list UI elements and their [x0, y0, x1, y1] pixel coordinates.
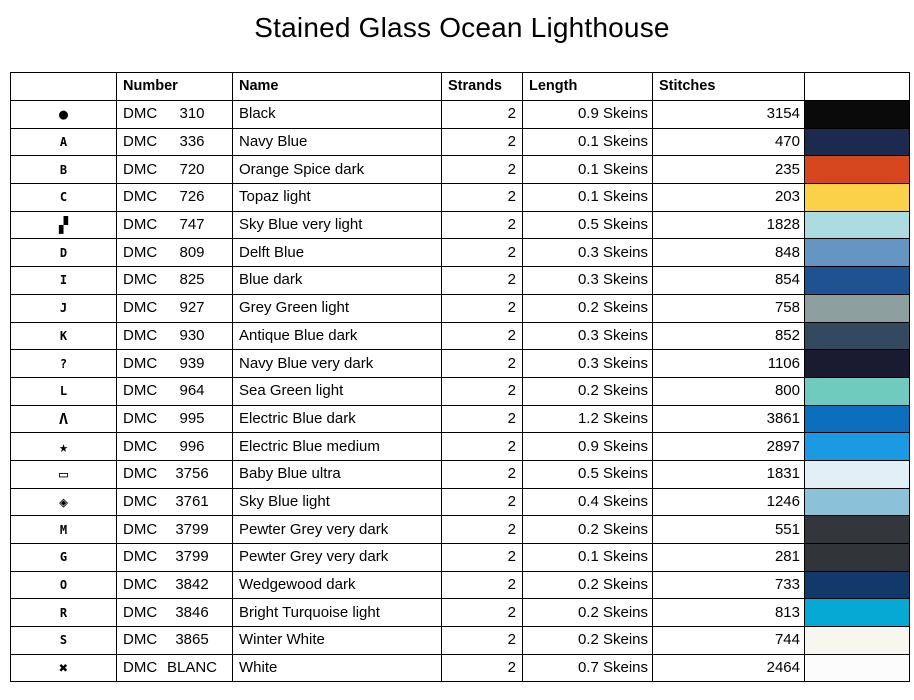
table-row	[11, 156, 910, 184]
floss-brand: DMC	[123, 576, 158, 594]
color-swatch	[805, 433, 910, 461]
floss-name-cell: Black	[233, 101, 442, 129]
floss-name-cell: Pewter Grey very dark	[233, 544, 442, 572]
table-row	[11, 654, 910, 682]
length-cell: 0.9 Skeins	[523, 101, 653, 129]
floss-number-cell	[117, 627, 233, 655]
color-swatch	[805, 101, 910, 129]
floss-number-cell	[117, 156, 233, 184]
letter-a-icon: A	[11, 128, 117, 156]
floss-number-cell	[117, 211, 233, 239]
stitches-cell: 203	[653, 184, 805, 212]
length-cell: 0.2 Skeins	[523, 294, 653, 322]
floss-name-cell: Electric Blue medium	[233, 433, 442, 461]
color-swatch	[805, 156, 910, 184]
stitches-cell: 813	[653, 599, 805, 627]
stitches-cell: 470	[653, 128, 805, 156]
letter-i-icon: I	[11, 267, 117, 295]
stitches-cell: 2464	[653, 654, 805, 682]
strands-cell: 2	[442, 322, 523, 350]
strands-cell: 2	[442, 544, 523, 572]
stitches-cell: 848	[653, 239, 805, 267]
floss-code: 3865	[175, 631, 209, 649]
length-cell: 0.1 Skeins	[523, 128, 653, 156]
color-swatch	[805, 599, 910, 627]
stitches-cell: 1828	[653, 211, 805, 239]
length-cell: 0.3 Skeins	[523, 239, 653, 267]
floss-name-cell: Grey Green light	[233, 294, 442, 322]
table-row	[11, 101, 910, 129]
strands-cell: 2	[442, 101, 523, 129]
floss-code: 996	[179, 437, 205, 455]
letter-o-icon: O	[11, 571, 117, 599]
table-row	[11, 322, 910, 350]
letter-j-icon: J	[11, 294, 117, 322]
floss-brand: DMC	[123, 409, 158, 427]
color-swatch	[805, 350, 910, 378]
floss-code: 3761	[175, 492, 209, 510]
color-swatch	[805, 128, 910, 156]
color-swatch	[805, 294, 910, 322]
table-row	[11, 267, 910, 295]
floss-brand: DMC	[123, 465, 158, 483]
strands-cell: 2	[442, 294, 523, 322]
star-icon: ★	[11, 433, 117, 461]
floss-code: 3799	[175, 548, 209, 566]
length-cell: 0.3 Skeins	[523, 267, 653, 295]
table-row	[11, 377, 910, 405]
color-swatch	[805, 239, 910, 267]
length-cell: 0.2 Skeins	[523, 571, 653, 599]
stitches-cell: 733	[653, 571, 805, 599]
letter-g-icon: G	[11, 544, 117, 572]
length-cell: 0.5 Skeins	[523, 460, 653, 488]
letter-s-icon: S	[11, 627, 117, 655]
floss-brand: DMC	[123, 299, 158, 317]
letter-l-icon: L	[11, 377, 117, 405]
length-cell: 1.2 Skeins	[523, 405, 653, 433]
strands-cell: 2	[442, 599, 523, 627]
floss-number-cell	[117, 571, 233, 599]
color-swatch	[805, 405, 910, 433]
strands-cell: 2	[442, 405, 523, 433]
floss-name-cell: Navy Blue	[233, 128, 442, 156]
floss-name-cell: Orange Spice dark	[233, 156, 442, 184]
header-stitches: Stitches	[653, 73, 805, 101]
floss-brand: DMC	[123, 631, 158, 649]
floss-name-cell: Electric Blue dark	[233, 405, 442, 433]
table-row	[11, 433, 910, 461]
stitches-cell: 3861	[653, 405, 805, 433]
header-number: Number	[117, 73, 233, 101]
length-cell: 0.2 Skeins	[523, 599, 653, 627]
length-cell: 0.9 Skeins	[523, 433, 653, 461]
floss-number-cell	[117, 267, 233, 295]
header-length: Length	[523, 73, 653, 101]
strands-cell: 2	[442, 350, 523, 378]
floss-brand: DMC	[123, 603, 158, 621]
table-row	[11, 294, 910, 322]
length-cell: 0.3 Skeins	[523, 322, 653, 350]
heavy-x-icon: ✖	[11, 654, 117, 682]
letter-d-icon: D	[11, 239, 117, 267]
filled-circle-icon: ●	[11, 101, 117, 129]
length-cell: 0.1 Skeins	[523, 184, 653, 212]
floss-brand: DMC	[123, 243, 158, 261]
strands-cell: 2	[442, 516, 523, 544]
diamond-dot-icon: ◈	[11, 488, 117, 516]
color-swatch	[805, 184, 910, 212]
color-swatch	[805, 516, 910, 544]
strands-cell: 2	[442, 128, 523, 156]
floss-number-cell	[117, 544, 233, 572]
stitches-cell: 758	[653, 294, 805, 322]
color-swatch	[805, 377, 910, 405]
strands-cell: 2	[442, 433, 523, 461]
floss-name-cell: Sky Blue very light	[233, 211, 442, 239]
floss-number-cell	[117, 101, 233, 129]
strands-cell: 2	[442, 156, 523, 184]
rectangle-icon: ▭	[11, 460, 117, 488]
header-strands: Strands	[442, 73, 523, 101]
strands-cell: 2	[442, 627, 523, 655]
floss-brand: DMC	[123, 492, 158, 510]
floss-brand: DMC	[123, 520, 158, 538]
floss-name-cell: Sea Green light	[233, 377, 442, 405]
floss-name-cell: Navy Blue very dark	[233, 350, 442, 378]
floss-brand: DMC	[123, 271, 158, 289]
color-swatch	[805, 488, 910, 516]
table-row	[11, 488, 910, 516]
floss-name-cell: Wedgewood dark	[233, 571, 442, 599]
floss-number-cell	[117, 599, 233, 627]
header-name: Name	[233, 73, 442, 101]
strands-cell: 2	[442, 239, 523, 267]
color-swatch	[805, 322, 910, 350]
floss-code: 747	[179, 216, 205, 234]
floss-name-cell: Bright Turquoise light	[233, 599, 442, 627]
floss-code: 3842	[175, 576, 209, 594]
table-row	[11, 184, 910, 212]
length-cell: 0.4 Skeins	[523, 488, 653, 516]
stitches-cell: 2897	[653, 433, 805, 461]
floss-brand: DMC	[123, 548, 158, 566]
stitches-cell: 281	[653, 544, 805, 572]
floss-code: 809	[179, 243, 205, 261]
strands-cell: 2	[442, 654, 523, 682]
floss-brand: DMC	[123, 659, 158, 677]
floss-name-cell: Delft Blue	[233, 239, 442, 267]
table-row	[11, 516, 910, 544]
table-body	[11, 101, 910, 682]
table-row	[11, 128, 910, 156]
strands-cell: 2	[442, 184, 523, 212]
table-row	[11, 405, 910, 433]
letter-r-icon: R	[11, 599, 117, 627]
table-row	[11, 544, 910, 572]
floss-brand: DMC	[123, 188, 158, 206]
table-row	[11, 599, 910, 627]
strands-cell: 2	[442, 267, 523, 295]
stitches-cell: 1246	[653, 488, 805, 516]
table-row	[11, 627, 910, 655]
strands-cell: 2	[442, 571, 523, 599]
floss-code: 3846	[175, 603, 209, 621]
color-swatch	[805, 460, 910, 488]
floss-code: 825	[179, 271, 205, 289]
strands-cell: 2	[442, 460, 523, 488]
color-swatch	[805, 654, 910, 682]
floss-code: 939	[179, 354, 205, 372]
stitches-cell: 1106	[653, 350, 805, 378]
stitches-cell: 800	[653, 377, 805, 405]
stitches-cell: 551	[653, 516, 805, 544]
floss-code: 995	[179, 409, 205, 427]
floss-code: 720	[179, 160, 205, 178]
floss-brand: DMC	[123, 382, 158, 400]
floss-number-cell	[117, 184, 233, 212]
stitches-cell: 854	[653, 267, 805, 295]
floss-name-cell: Topaz light	[233, 184, 442, 212]
floss-number-cell	[117, 516, 233, 544]
color-swatch	[805, 544, 910, 572]
floss-number-cell	[117, 405, 233, 433]
letter-c-icon: C	[11, 184, 117, 212]
floss-code: 930	[179, 326, 205, 344]
floss-code: 3799	[175, 520, 209, 538]
length-cell: 0.1 Skeins	[523, 156, 653, 184]
stitches-cell: 852	[653, 322, 805, 350]
letter-b-icon: B	[11, 156, 117, 184]
length-cell: 0.7 Skeins	[523, 654, 653, 682]
stitches-cell: 235	[653, 156, 805, 184]
length-cell: 0.2 Skeins	[523, 627, 653, 655]
floss-brand: DMC	[123, 437, 158, 455]
length-cell: 0.2 Skeins	[523, 516, 653, 544]
color-swatch	[805, 571, 910, 599]
floss-number-cell	[117, 433, 233, 461]
color-swatch	[805, 267, 910, 295]
length-cell: 0.3 Skeins	[523, 350, 653, 378]
header-symbol	[11, 73, 117, 101]
length-cell: 0.2 Skeins	[523, 377, 653, 405]
stitches-cell: 1831	[653, 460, 805, 488]
letter-k-icon: K	[11, 322, 117, 350]
floss-code: 927	[179, 299, 205, 317]
floss-name-cell: Blue dark	[233, 267, 442, 295]
floss-brand: DMC	[123, 105, 158, 123]
floss-number-cell	[117, 294, 233, 322]
length-cell: 0.1 Skeins	[523, 544, 653, 572]
floss-number-cell	[117, 239, 233, 267]
strands-cell: 2	[442, 211, 523, 239]
floss-code: BLANC	[167, 659, 218, 677]
table-row	[11, 239, 910, 267]
floss-code: 726	[179, 188, 205, 206]
floss-name-cell: Sky Blue light	[233, 488, 442, 516]
floss-name-cell: Winter White	[233, 627, 442, 655]
floss-code: 964	[179, 382, 205, 400]
stitches-cell: 744	[653, 627, 805, 655]
color-swatch	[805, 627, 910, 655]
strands-cell: 2	[442, 377, 523, 405]
floss-number-cell	[117, 488, 233, 516]
floss-name-cell: White	[233, 654, 442, 682]
color-swatch	[805, 211, 910, 239]
floss-code: 310	[179, 105, 205, 123]
floss-number-cell	[117, 460, 233, 488]
checker-icon: ▞	[11, 211, 117, 239]
floss-brand: DMC	[123, 326, 158, 344]
floss-number-cell	[117, 128, 233, 156]
floss-brand: DMC	[123, 133, 158, 151]
floss-name-cell: Baby Blue ultra	[233, 460, 442, 488]
floss-number-cell	[117, 322, 233, 350]
floss-number-cell	[117, 654, 233, 682]
table-header-row	[11, 73, 910, 101]
floss-brand: DMC	[123, 216, 158, 234]
floss-name-cell: Antique Blue dark	[233, 322, 442, 350]
table-row	[11, 460, 910, 488]
floss-number-cell	[117, 350, 233, 378]
floss-code: 336	[179, 133, 205, 151]
table-row	[11, 571, 910, 599]
question-mark-icon: ?	[11, 350, 117, 378]
table-row	[11, 350, 910, 378]
floss-brand: DMC	[123, 160, 158, 178]
floss-name-cell: Pewter Grey very dark	[233, 516, 442, 544]
floss-number-cell	[117, 377, 233, 405]
letter-m-icon: M	[11, 516, 117, 544]
table-row	[11, 211, 910, 239]
length-cell: 0.5 Skeins	[523, 211, 653, 239]
page-title: Stained Glass Ocean Lighthouse	[254, 12, 670, 43]
lambda-icon: Λ	[11, 405, 117, 433]
floss-code: 3756	[175, 465, 209, 483]
floss-legend-table	[10, 72, 910, 682]
header-color	[805, 73, 910, 101]
stitches-cell: 3154	[653, 101, 805, 129]
strands-cell: 2	[442, 488, 523, 516]
floss-brand: DMC	[123, 354, 158, 372]
